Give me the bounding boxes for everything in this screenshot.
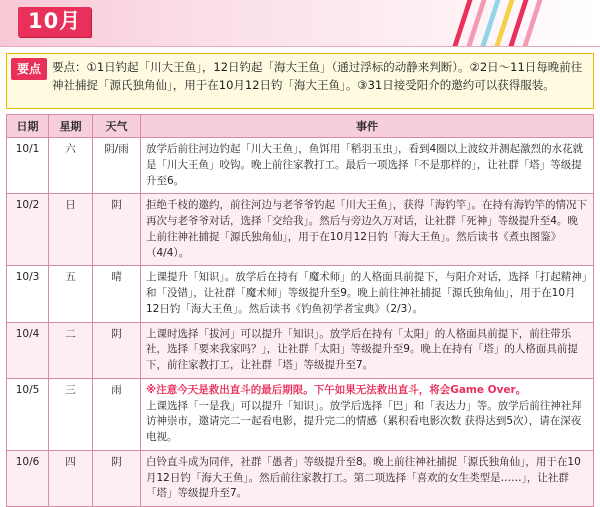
- cell-weather: 雨: [93, 378, 141, 450]
- summary-box: [6, 53, 594, 109]
- schedule-table: [6, 114, 594, 507]
- page-header: [0, 0, 600, 47]
- event-text: 白铃直斗成为同伴，社群「愚者」等级提升至8。晚上前往神社捕捉「源氏独角仙」，用于在10月12日钓「海大王鱼」。然后前往家教打工。第二项选择「喜欢的女生类型是……」，让社群「塔」等级提升至7。: [146, 455, 581, 500]
- cell-weather: 晴: [93, 266, 141, 322]
- cell-weather: 阴: [93, 322, 141, 378]
- summary-label: 要点: [11, 58, 47, 80]
- event-text: 放学后前往河边钓起「川大王鱼」，鱼饵用「稻羽玉虫」，看到4圈以上波纹并测起激烈的水花就是「川大王鱼」咬钩。晚上前往家教打工。最后一项选择「不是那样的」，让社群「塔」等级提升至6。: [146, 143, 584, 187]
- table-row: [7, 266, 594, 322]
- cell-day: 五: [49, 266, 93, 322]
- cell-event: [141, 450, 594, 506]
- cell-date: 10/6: [7, 450, 49, 506]
- cell-date: 10/3: [7, 266, 49, 322]
- table-row: [7, 322, 594, 378]
- month-badge: 10月: [18, 7, 91, 37]
- cell-event: [141, 194, 594, 266]
- cell-event: [141, 378, 594, 450]
- event-text: 上课时选择「拔河」可以提升「知识」。放学后在持有「太阳」的人格面具前提下，前往带乐社，选择「要来我家吗？」，让社群「太阳」等级提升至9。晚上在持有「塔」的人格面具前提下，前往家教打工，让社群「塔」等级提升至7。: [146, 327, 578, 371]
- summary-text: 要点：①1日钓起「川大王鱼」，12日钓起「海大王鱼」（通过浮标的动静来判断）。②2日～11日每晚前往神社捕捉「源氏独角仙」，用于在10月12日钓「海大王鱼」。③31日接受阳介的邀约可以获得服装。: [52, 60, 583, 92]
- event-warning-text: ※注意今天是救出直斗的最后期限。下午如果无法救出直斗，将会Game Over。: [146, 383, 527, 396]
- cell-event: [141, 266, 594, 322]
- cell-day: 日: [49, 194, 93, 266]
- table-row: [7, 138, 594, 194]
- cell-weather: 阴/雨: [93, 138, 141, 194]
- event-text: 拒绝千枝的邀约，前往河边与老爷爷钓起「川大王鱼」，获得「海钓竿」。在持有海钓竿的情况下再次与老爷爷对话，选择「交给我」。然后与旁边久万对话，让社群「死神」等级提升至4。晚上前往神社捕捉「源氏独角仙」，用于在10月12日钓「海大王鱼」。然后读书《煮虫图鉴》（4/4）。: [146, 199, 587, 259]
- cell-day: 二: [49, 322, 93, 378]
- cell-event: [141, 138, 594, 194]
- cell-day: 四: [49, 450, 93, 506]
- column-header-weather: 天气: [93, 115, 141, 138]
- cell-weather: 阴: [93, 194, 141, 266]
- cell-date: 10/2: [7, 194, 49, 266]
- event-text: 上课选择「一是我」可以提升「知识」。放学后选择「巴」和「表达力」等。放学后前往神社拜访神崇市，邀请完二一起看电影，提升完二的情感（累积看电影次数 获得达到5次），请在深夜电视。: [146, 399, 582, 443]
- cell-date: 10/4: [7, 322, 49, 378]
- cell-date: 10/5: [7, 378, 49, 450]
- header-decoration: [440, 0, 590, 46]
- cell-event: [141, 322, 594, 378]
- event-text: 上课提升「知识」。放学后在持有「魔术师」的人格面具前提下，与阳介对话，选择「打起精神」和「没错」，让社群「魔术师」等级提升至9。晚上前往神社捕捉「源氏独角仙」，用于在10月12日钓「海大王鱼」。然后读书《钓鱼初学者宝典》（2/3）。: [146, 271, 587, 315]
- column-header-event: 事件: [141, 115, 594, 138]
- table-row: [7, 450, 594, 506]
- cell-weather: 阴: [93, 450, 141, 506]
- cell-day: 六: [49, 138, 93, 194]
- column-header-day: 星期: [49, 115, 93, 138]
- schedule-table-body: [7, 138, 594, 507]
- cell-day: 三: [49, 378, 93, 450]
- table-header-row: [7, 115, 594, 138]
- cell-date: 10/1: [7, 138, 49, 194]
- column-header-date: 日期: [7, 115, 49, 138]
- table-row: [7, 378, 594, 450]
- table-row: [7, 194, 594, 266]
